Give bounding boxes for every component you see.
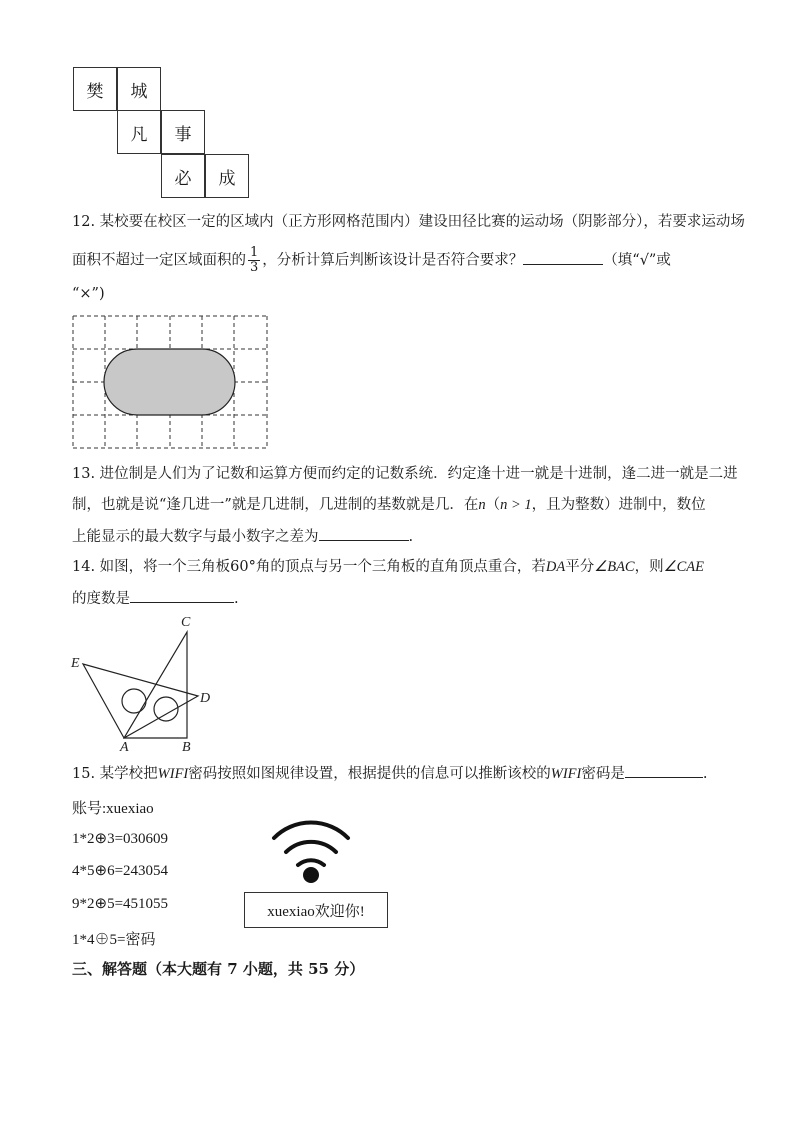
welcome-box: xuexiao欢迎你! bbox=[244, 892, 388, 928]
stadium-shape bbox=[104, 349, 235, 415]
net-cell: 事 bbox=[161, 110, 205, 154]
answer-blank bbox=[319, 526, 409, 541]
q12-text: （填“√”或 bbox=[603, 252, 671, 269]
q13-text: . bbox=[408, 529, 414, 545]
fraction-numerator: 1 bbox=[250, 245, 259, 260]
q14-text: . bbox=[234, 591, 239, 607]
net-cell: 必 bbox=[161, 154, 205, 198]
fraction-one-third bbox=[248, 246, 260, 275]
variable-n: n bbox=[478, 497, 486, 513]
q15-text: 密码按照如图规律设置，根据提供的信息可以推断该校的 bbox=[188, 766, 551, 782]
q14-text: 平分 bbox=[565, 559, 595, 575]
label-a: A bbox=[120, 740, 129, 754]
rule-line: 9*2⊕5=451055 bbox=[72, 896, 169, 912]
condition-n: n > 1 bbox=[500, 497, 532, 513]
q12-line2 bbox=[72, 246, 671, 275]
account-label: 账号:xuexiao bbox=[72, 801, 154, 817]
label-d: D bbox=[200, 691, 211, 706]
triangle-boards-figure bbox=[66, 612, 226, 754]
answer-blank bbox=[523, 250, 603, 265]
q12-line1: 12. 某校要在校区一定的区域内（正方形网格范围内）建设田径比赛的运动场（阴影部分），若要求运动场 bbox=[72, 214, 745, 230]
right-triangle bbox=[124, 632, 187, 738]
net-cell: 成 bbox=[205, 154, 249, 198]
q14-line2 bbox=[72, 588, 239, 609]
q14-text: ，则 bbox=[634, 559, 664, 575]
stadium-grid-figure bbox=[72, 315, 268, 449]
q13-line2 bbox=[72, 495, 706, 515]
wifi-term: WIFI bbox=[157, 766, 189, 782]
q15-text: . bbox=[702, 766, 708, 782]
q13-line1: 13. 进位制是人们为了记数和运算方便而约定的记数系统．约定逢十进一就是十进制，逢二进一就是二进 bbox=[72, 466, 738, 482]
label-c: C bbox=[181, 615, 191, 630]
angle-cae: ∠CAE bbox=[663, 559, 704, 575]
q14-text: 的度数是 bbox=[72, 591, 130, 607]
q15-line1 bbox=[72, 763, 707, 784]
triangle-hole-circle bbox=[122, 689, 146, 713]
label-e: E bbox=[71, 656, 80, 671]
q14-line1 bbox=[72, 557, 704, 577]
q13-text: 制，也就是说“逢几进一”就是几进制，几进制的基数就是几．在 bbox=[72, 497, 479, 513]
answer-blank bbox=[625, 763, 703, 778]
q12-text: 面积不超过一定区域面积的 bbox=[72, 252, 246, 269]
rule-line: 1*4⊕5=密码 bbox=[72, 932, 156, 948]
q14-text: 角的顶点与另一个三角板的直角顶点重合，若 bbox=[255, 559, 546, 575]
q14-text: 14. 如图，将一个三角板 bbox=[72, 559, 231, 575]
q15-text: 15. 某学校把 bbox=[72, 766, 158, 782]
q13-text: （ bbox=[485, 497, 501, 513]
fraction-denominator: 3 bbox=[250, 260, 259, 275]
angle-bac: ∠BAC bbox=[594, 559, 635, 575]
q12-text: ，分析计算后判断该设计是否符合要求？ bbox=[262, 252, 524, 269]
segment-da: DA bbox=[545, 559, 566, 575]
wifi-term: WIFI bbox=[550, 766, 582, 782]
q13-line3 bbox=[72, 526, 413, 547]
rule-line: 4*5⊕6=243054 bbox=[72, 863, 169, 879]
angle-60: 60° bbox=[230, 559, 256, 575]
q15-text: 密码是 bbox=[581, 766, 625, 782]
sixty-degree-triangle bbox=[83, 664, 198, 738]
label-b: B bbox=[182, 740, 191, 754]
net-cell: 城 bbox=[117, 67, 161, 111]
answer-blank bbox=[130, 588, 234, 603]
q13-text: ，且为整数）进制中，数位 bbox=[531, 497, 706, 513]
section-heading: 三、解答题（本大题有 7 小题，共 55 分） bbox=[72, 960, 365, 978]
q12-line3: “×”) bbox=[72, 286, 105, 302]
net-cell: 樊 bbox=[73, 67, 117, 111]
net-cell: 凡 bbox=[117, 110, 161, 154]
q13-text: 上能显示的最大数字与最小数字之差为 bbox=[72, 529, 319, 545]
wifi-icon bbox=[268, 816, 354, 886]
rule-line: 1*2⊕3=030609 bbox=[72, 831, 169, 847]
